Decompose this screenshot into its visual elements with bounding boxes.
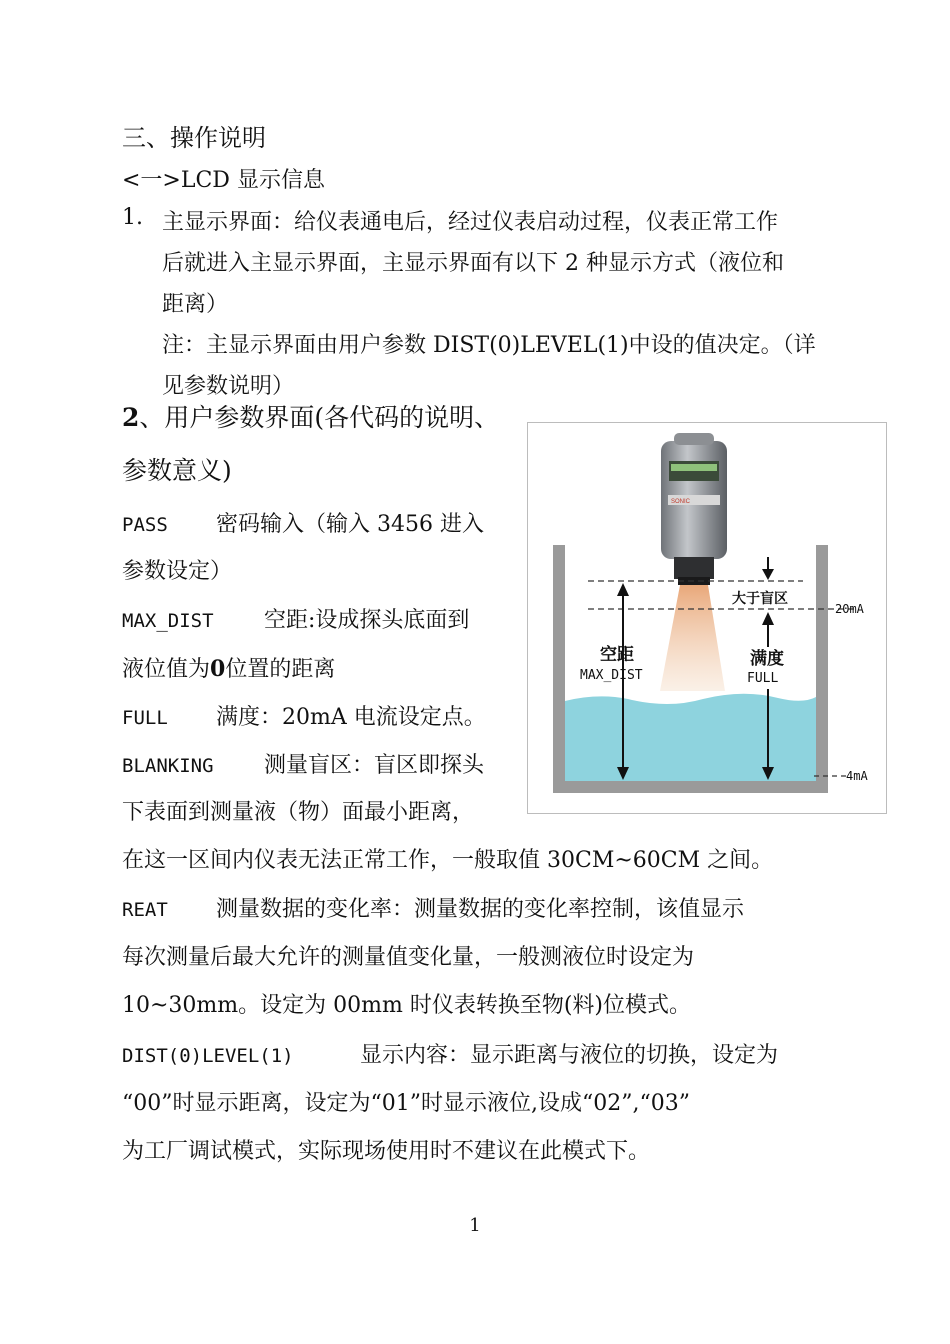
param-reat-cont1: 每次测量后最大允许的测量值变化量，一般测液位时设定为: [122, 945, 695, 970]
param-maxdist-cont: [122, 652, 335, 683]
param-dist-cont2: 为工厂调试模式，实际现场使用时不建议在此模式下。: [122, 1139, 651, 1164]
param-dist: [122, 1038, 778, 1069]
label-20ma: 20mA: [835, 602, 864, 616]
section-title: 三、操作说明: [122, 124, 266, 152]
diagram-svg: [528, 423, 886, 813]
param-reat: [122, 892, 744, 923]
param-pass-cont: 参数设定）: [122, 559, 233, 584]
subsection-title: <一>LCD 显示信息: [122, 168, 325, 193]
full-arrow-head-top: [762, 612, 774, 625]
param-desc-dist: 显示内容：显示距离与液位的切换，设定为: [360, 1043, 779, 1068]
label-full-cn: 满度: [750, 649, 784, 669]
item2-heading-number: 2: [122, 403, 140, 432]
label-blind: 大于盲区: [732, 591, 788, 607]
param-desc-reat: 测量数据的变化率：测量数据的变化率控制，该值显示: [216, 897, 745, 922]
param-desc-maxdist: 空距:设成探头底面到: [264, 608, 470, 633]
param-desc-maxdist-a: 液位值为: [122, 657, 211, 682]
item2-heading-text: 、用户参数界面(各代码的说明、: [139, 403, 500, 432]
item1-number: 1.: [122, 205, 143, 230]
param-term-full: FULL: [122, 707, 168, 729]
param-desc-pass: 密码输入（输入 3456 进入: [216, 512, 484, 537]
param-desc-maxdist-b: 0: [210, 656, 226, 682]
label-empty: 空距: [600, 645, 634, 665]
param-blanking-cont2: 在这一区间内仪表无法正常工作，一般取值 30CM~60CM 之间。: [122, 848, 774, 873]
param-pass: [122, 507, 484, 538]
param-desc-maxdist-c: 位置的距离: [225, 657, 336, 682]
max-dist-arrow-head-top: [617, 583, 629, 596]
param-full: [122, 700, 486, 731]
item2-heading-line2: 参数意义): [122, 456, 232, 485]
item1-note1: 注：主显示界面由用户参数 DIST(0)LEVEL(1)中设的值决定。（详: [162, 333, 816, 358]
level-gauge-diagram: [527, 422, 887, 814]
label-4ma: 4mA: [846, 769, 868, 783]
label-full-en: FULL: [747, 671, 779, 686]
page-number: 1: [469, 1215, 481, 1236]
sensor-brand: SONIC: [671, 499, 691, 505]
param-dist-cont1: “00”时显示距离，设定为“01”时显示液位,设成“02”,“03”: [122, 1091, 690, 1116]
item1-line1: 主显示界面：给仪表通电后，经过仪表启动过程，仪表正常工作: [162, 210, 779, 235]
sensor: [661, 433, 727, 585]
param-term-dist: DIST(0)LEVEL(1): [122, 1045, 294, 1067]
item2-heading: [122, 398, 499, 434]
param-term-blanking: BLANKING: [122, 755, 214, 777]
ultrasonic-beam: [660, 585, 725, 691]
liquid: [565, 694, 816, 781]
param-term-pass: PASS: [122, 514, 168, 536]
param-desc-blanking: 测量盲区：盲区即探头: [264, 753, 485, 778]
param-reat-cont2: 10~30mm。设定为 00mm 时仪表转换至物(料)位模式。: [122, 993, 692, 1018]
param-maxdist: [122, 603, 469, 634]
blind-arrow-head: [762, 569, 774, 580]
param-desc-full: 满度：20mA 电流设定点。: [216, 705, 486, 730]
item1-note2: 见参数说明）: [162, 374, 295, 399]
item1-line2: 后就进入主显示界面，主显示界面有以下 2 种显示方式（液位和: [162, 251, 784, 276]
param-term-reat: REAT: [122, 899, 168, 921]
item1-line3: 距离）: [162, 292, 229, 317]
param-term-maxdist: MAX_DIST: [122, 610, 214, 632]
label-max-dist: MAX_DIST: [580, 668, 643, 683]
param-blanking-cont1: 下表面到测量液（物）面最小距离，: [122, 800, 475, 825]
param-blanking: [122, 748, 484, 779]
